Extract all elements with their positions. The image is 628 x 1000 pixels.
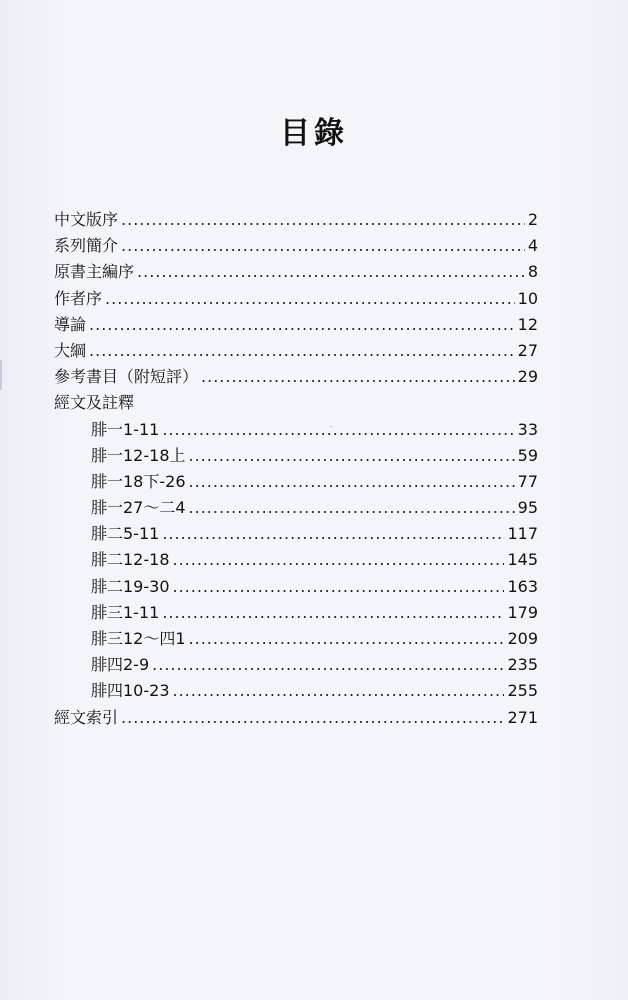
toc-entry xyxy=(54,705,538,731)
toc-leader-dots xyxy=(189,495,515,521)
toc-leader-dots xyxy=(189,443,515,469)
toc-entry xyxy=(54,495,538,521)
toc-entry xyxy=(54,338,538,364)
toc-entry-label: 中文版序 xyxy=(54,210,119,229)
toc-leader-dots xyxy=(201,364,515,390)
toc-entry-page-number: 33 xyxy=(517,419,538,439)
toc-entry-page-number: 163 xyxy=(507,576,538,596)
toc-leader-dots xyxy=(189,469,515,495)
toc-entry xyxy=(54,521,538,547)
toc-leader-dots xyxy=(162,600,504,626)
toc-entry-page-number: 117 xyxy=(507,524,538,544)
toc-entry xyxy=(54,652,538,678)
toc-entry-page-number: 4 xyxy=(527,236,538,256)
toc-entry-label: 導論 xyxy=(54,314,87,334)
toc-entry xyxy=(54,286,538,312)
page-title: 目錄 xyxy=(280,116,348,151)
toc-entry-page-number: 8 xyxy=(527,262,538,282)
toc-entry-label: 經文及註釋 xyxy=(54,393,135,413)
toc-entry xyxy=(54,364,538,390)
toc-entry-label: 腓四2-9 xyxy=(91,655,150,675)
toc-entry-page-number: 235 xyxy=(507,655,538,675)
toc-entry-label: 參考書目（附短評） xyxy=(54,367,199,387)
toc-entry-page-number: 27 xyxy=(517,340,538,360)
toc-entry xyxy=(54,574,538,600)
toc-entry-label: 腓一27～二4 xyxy=(91,498,186,518)
toc-entry-page-number: 59 xyxy=(517,445,538,465)
toc-entry xyxy=(54,417,538,443)
toc-entry xyxy=(54,600,538,626)
toc-entry xyxy=(54,207,538,233)
toc-entry-label: 腓三1-11 xyxy=(91,602,160,622)
toc-leader-dots xyxy=(152,652,504,678)
toc-entry-label: 作者序 xyxy=(54,288,103,308)
toc-entry xyxy=(54,443,538,469)
toc-entry-page-number: 10 xyxy=(517,288,538,308)
toc-leader-dots xyxy=(121,207,525,233)
toc-entry-label: 腓二5-11 xyxy=(91,524,160,544)
toc-entry xyxy=(54,233,538,259)
toc-entry xyxy=(54,259,538,285)
toc-entry-label: 腓一18下-26 xyxy=(91,471,186,491)
toc-entry-label: 腓三12～四1 xyxy=(91,629,186,648)
toc-entry xyxy=(54,626,538,652)
toc-entry-page-number: 95 xyxy=(517,498,538,518)
toc-entry-label: 腓二12-18 xyxy=(91,550,170,570)
toc-leader-dots xyxy=(162,417,514,443)
toc-entry-label: 原書主編序 xyxy=(54,262,135,282)
toc-entry xyxy=(54,312,538,338)
toc-leader-dots xyxy=(189,626,505,652)
toc-entry xyxy=(54,390,538,416)
toc-entry-label: 系列簡介 xyxy=(54,236,119,256)
toc-entry-page-number: 145 xyxy=(507,550,538,570)
toc-entry-page-number: 2 xyxy=(527,210,538,229)
toc-entry-page-number: 29 xyxy=(517,367,538,387)
toc-entry-page-number: 179 xyxy=(507,602,538,622)
toc-entry-page-number: 255 xyxy=(507,681,538,701)
toc-entry-label: 經文索引 xyxy=(54,707,119,727)
toc-entry-page-number: 209 xyxy=(507,629,538,648)
toc-entry-label: 腓四10-23 xyxy=(91,681,170,701)
toc-leader-dots xyxy=(173,678,505,704)
toc-entry-label: 腓一1-11 xyxy=(91,419,160,439)
toc-leader-dots xyxy=(173,574,505,600)
toc-leader-dots xyxy=(105,286,515,312)
page-edge-mark xyxy=(0,360,2,390)
toc-leader-dots xyxy=(89,338,515,364)
toc-entry xyxy=(54,547,538,573)
toc-leader-dots xyxy=(89,312,515,338)
toc-entry-label: 腓二19-30 xyxy=(91,576,170,596)
toc-leader-dots xyxy=(121,233,525,259)
toc-entry-label: 腓一12-18上 xyxy=(91,445,186,465)
toc-entry-page-number: 271 xyxy=(507,707,538,727)
table-of-contents xyxy=(54,207,538,731)
toc-entry xyxy=(54,678,538,704)
toc-entry-page-number: 12 xyxy=(517,314,538,334)
toc-entry-page-number: 77 xyxy=(517,471,538,491)
toc-leader-dots xyxy=(173,547,505,573)
toc-leader-dots xyxy=(162,521,504,547)
toc-leader-dots xyxy=(137,259,525,285)
toc-entry xyxy=(54,469,538,495)
toc-leader-dots xyxy=(121,705,504,731)
toc-entry-label: 大綱 xyxy=(54,340,87,360)
